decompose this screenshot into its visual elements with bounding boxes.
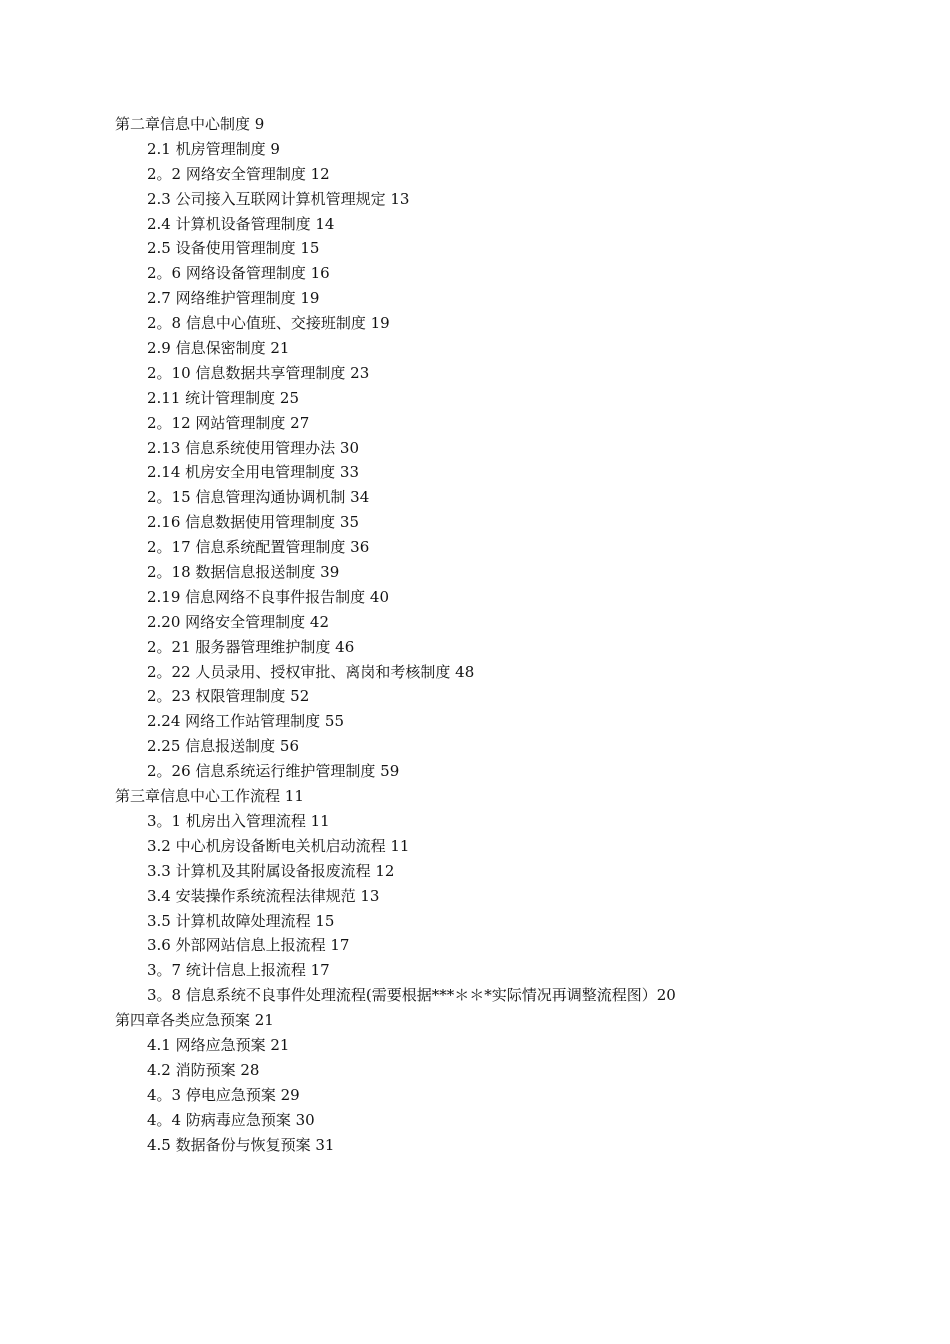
toc-entry: 2.11 统计管理制度 25 <box>147 388 300 407</box>
toc-entry: 3。7 统计信息上报流程 17 <box>147 961 330 980</box>
toc-entry: 2.9 信息保密制度 21 <box>147 339 290 358</box>
toc-entry: 2.3 公司接入互联网计算机管理规定 13 <box>147 189 410 208</box>
toc-chapter: 第二章信息中心制度 9 <box>115 115 265 133</box>
toc-entry: 2。26 信息系统运行维护管理制度 59 <box>147 762 400 781</box>
toc-entry: 2。21 服务器管理维护制度 46 <box>147 637 355 656</box>
toc-entry: 2.25 信息报送制度 56 <box>147 737 300 756</box>
toc-entry: 2.24 网络工作站管理制度 55 <box>147 712 345 731</box>
toc-entry: 2.13 信息系统使用管理办法 30 <box>147 438 360 457</box>
toc-entry: 2。6 网络设备管理制度 16 <box>147 264 330 283</box>
toc-entry: 3.3 计算机及其附属设备报废流程 12 <box>147 861 395 880</box>
toc-entry: 2.5 设备使用管理制度 15 <box>147 239 320 258</box>
toc-entry: 2.4 计算机设备管理制度 14 <box>147 214 335 233</box>
toc-entry: 3。8 信息系统不良事件处理流程(需要根据***＊＊*实际情况再调整流程图）20 <box>147 986 676 1005</box>
toc-entry: 2.16 信息数据使用管理制度 35 <box>147 513 360 532</box>
toc-entry: 2。12 网站管理制度 27 <box>147 413 310 432</box>
toc-entry: 2。8 信息中心值班、交接班制度 19 <box>147 314 390 333</box>
toc-entry: 2。17 信息系统配置管理制度 36 <box>147 538 370 557</box>
toc-entry: 3.6 外部网站信息上报流程 17 <box>147 936 350 955</box>
toc-entry: 4.1 网络应急预案 21 <box>147 1035 290 1054</box>
toc-entry: 2.14 机房安全用电管理制度 33 <box>147 463 360 482</box>
toc-entry: 2。22 人员录用、授权审批、离岗和考核制度 48 <box>147 662 475 681</box>
toc-chapter: 第三章信息中心工作流程 11 <box>115 787 304 806</box>
toc-chapter: 第四章各类应急预案 21 <box>115 1011 274 1030</box>
toc-entry: 2.1 机房管理制度 9 <box>147 139 280 158</box>
table-of-contents <box>115 112 895 1157</box>
toc-entry: 2。18 数据信息报送制度 39 <box>147 563 340 582</box>
toc-entry: 2。15 信息管理沟通协调机制 34 <box>147 488 370 507</box>
toc-entry: 2.19 信息网络不良事件报告制度 40 <box>147 587 390 606</box>
toc-entry: 2.7 网络维护管理制度 19 <box>147 289 320 308</box>
toc-entry: 3.5 计算机故障处理流程 15 <box>147 911 335 930</box>
toc-entry: 4。4 防病毒应急预案 30 <box>147 1110 315 1129</box>
toc-entry: 4。3 停电应急预案 29 <box>147 1085 300 1104</box>
toc-entry: 3。1 机房出入管理流程 11 <box>147 811 330 830</box>
toc-entry: 2。2 网络安全管理制度 12 <box>147 164 330 183</box>
toc-entry: 4.2 消防预案 28 <box>147 1060 260 1079</box>
toc-entry: 2。10 信息数据共享管理制度 23 <box>147 363 370 382</box>
toc-entry: 2.20 网络安全管理制度 42 <box>147 612 330 631</box>
toc-entry: 2。23 权限管理制度 52 <box>147 687 310 706</box>
toc-entry: 3.2 中心机房设备断电关机启动流程 11 <box>147 836 410 855</box>
toc-entry: 3.4 安装操作系统流程法律规范 13 <box>147 886 380 905</box>
toc-entry: 4.5 数据备份与恢复预案 31 <box>147 1135 335 1154</box>
